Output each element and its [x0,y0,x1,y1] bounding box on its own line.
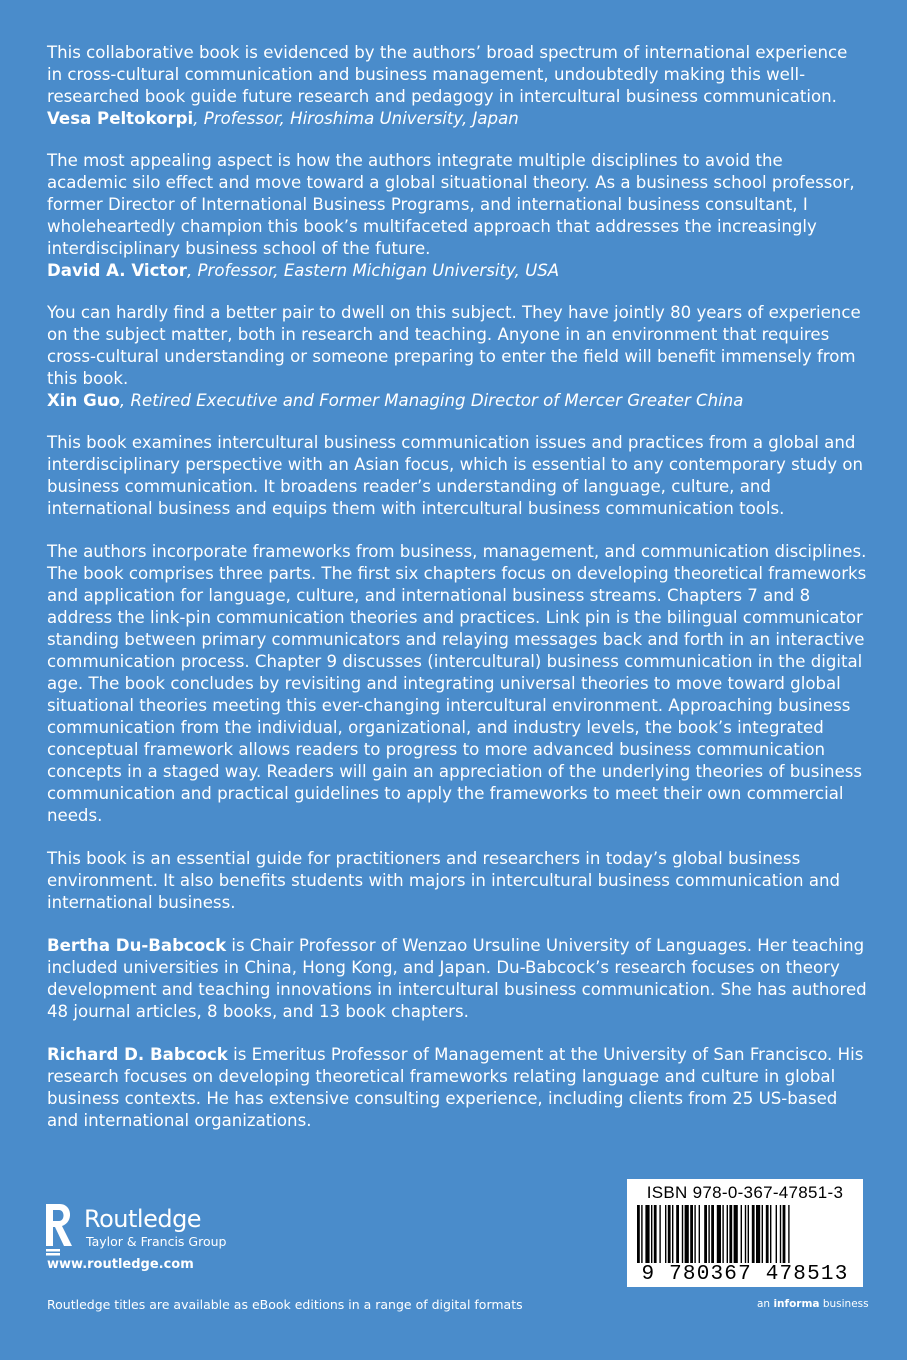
endorser-title: , Professor, Eastern Michigan University, USA [186,261,560,280]
barcode-bar [729,1205,732,1263]
informa-business: an informa business [757,1298,869,1310]
publisher-website: www.routledge.com [47,1257,194,1272]
barcode-bar [708,1205,709,1263]
barcode-bar [741,1205,742,1263]
barcode-bar [788,1205,789,1263]
barcode-digits: 9 780367 478513 [641,1263,849,1286]
author-bio-text: is Chair Professor of Wenzao Ursuline University of Languages. Her teaching included universities in China, Hong Kong, and Japan. Du-Babcock’s research focuses on theory development and teaching innovations in intercultural business communication. She has authored 48 journal articles, 8 books, and 13 book chapters. [47,936,867,1021]
author-name: Richard D. Babcock [47,1045,228,1064]
endorsement [47,42,867,130]
barcode-bar [704,1205,707,1263]
barcode-bar [676,1205,679,1263]
barcode-bar [659,1205,660,1263]
barcode-bar [665,1205,666,1263]
endorsement-quote: This collaborative book is evidenced by the authors’ broad spectrum of international experience in cross-cultural communication and business management, undoubtedly making this well-researched book guide future research and pedagogy in intercultural business communication. [47,43,848,106]
endorsement-quote: You can hardly find a better pair to dwell on this subject. They have jointly 80 years of experience on the subject matter, both in research and teaching. Anyone in an environment that requires cross-cultural understanding or someone preparing to enter the field will benefit immensely from this book. [47,303,861,388]
description-paragraph: The authors incorporate frameworks from business, management, and communication disciplines. The book comprises three parts. The first six chapters focus on developing theoretical frameworks and application for language, culture, and international business streams. Chapters 7 and 8 address the link-pin communication theories and practices. Link pin is the bilingual communicator standing between primary communicators and relaying messages back and forth in an interactive communication process. Chapter 9 discusses (intercultural) business communication in the digital age. The book concludes by revisiting and integrating universal theories to move toward global situational theories meeting this ever-changing intercultural environment. Approaching business communication from the individual, organizational, and industry levels, the book’s integrated conceptual framework allows readers to progress to more advanced business communication concepts in a staged way. Readers will gain an appreciation of the underlying theories of business communication and practical guidelines to apply the frameworks to meet their own commercial needs. [47,542,867,825]
barcode-bar [762,1205,763,1263]
barcode-bar [699,1205,700,1263]
publisher-logo [42,1200,242,1260]
barcode-bar [690,1205,693,1263]
endorsement [47,150,867,282]
endorser-title: , Professor, Hiroshima University, Japan [193,109,519,128]
description-paragraph: This book examines intercultural business communication issues and practices from a global and interdisciplinary perspective with an Asian focus, which is essential to any contemporary study on business communication. It broadens reader’s understanding of language, culture, and international business and equips them with intercultural business communication tools. [47,433,864,518]
barcode-bar [694,1205,695,1263]
author-name: Bertha Du-Babcock [47,936,227,955]
description-paragraph: This book is an essential guide for practitioners and researchers in today’s global business environment. It also benefits students with majors in intercultural business communication and international business. [47,849,841,912]
barcode-bar [654,1205,657,1263]
routledge-r-icon [42,1202,78,1258]
endorsement-attribution [47,108,867,130]
barcode-bar [776,1205,777,1263]
barcode-bar [745,1205,746,1263]
barcode-bar [641,1205,642,1263]
barcode-bar [783,1205,786,1263]
publisher-group: Taylor & Francis Group [86,1234,227,1249]
publisher-name: Routledge [84,1205,202,1233]
barcode-bar [734,1205,738,1263]
endorser-title: , Retired Executive and Former Managing Director of Mercer Greater China [119,391,744,410]
author-bio-text: is Emeritus Professor of Management at the University of San Francisco. His research focuses on developing theoretical frameworks relating language and culture in global business contexts. He has extensive consulting experience, including clients from 25 US-based and international organizations. [47,1045,864,1130]
isbn-text: ISBN 978-0-367-47851-3 [646,1183,844,1202]
endorser-name: Xin Guo [47,391,120,410]
barcode-bar [766,1205,769,1263]
endorsement-attribution [47,260,867,282]
back-cover-text [47,42,867,1153]
barcode-bar [748,1205,749,1263]
barcode-bar [780,1205,781,1263]
barcode-bar [711,1205,714,1263]
barcode-bar [727,1205,728,1263]
author-bio [47,1044,867,1132]
barcode-bar [651,1205,652,1263]
barcode-bar [685,1205,689,1263]
endorser-name: Vesa Peltokorpi [47,109,194,128]
barcode-bar [770,1205,771,1263]
ebook-note: Routledge titles are available as eBook editions in a range of digital formats [47,1297,523,1312]
barcode-bar [637,1205,640,1263]
barcode-bar [752,1205,755,1263]
author-bio [47,935,867,1023]
barcode-bar [756,1205,760,1263]
endorsement [47,302,867,412]
barcode-bar [672,1205,673,1263]
isbn-barcode [627,1179,863,1287]
barcode-bar [717,1205,721,1263]
endorsement-quote: The most appealing aspect is how the authors integrate multiple disciplines to avoid the academic silo effect and move toward a global situational theory. As a business school professor, former Director of International Business Programs, and international business consultant, I wholeheartedly champion this book’s multifaceted approach that addresses the increasingly interdisciplinary business school of the future. [47,151,855,258]
barcode-bar [682,1205,683,1263]
barcode-bars [631,1205,859,1265]
barcode-bar [645,1205,649,1263]
endorser-name: David A. Victor [47,261,187,280]
barcode-bar [722,1205,723,1263]
endorsement-attribution [47,390,867,412]
barcode-bar [668,1205,671,1263]
